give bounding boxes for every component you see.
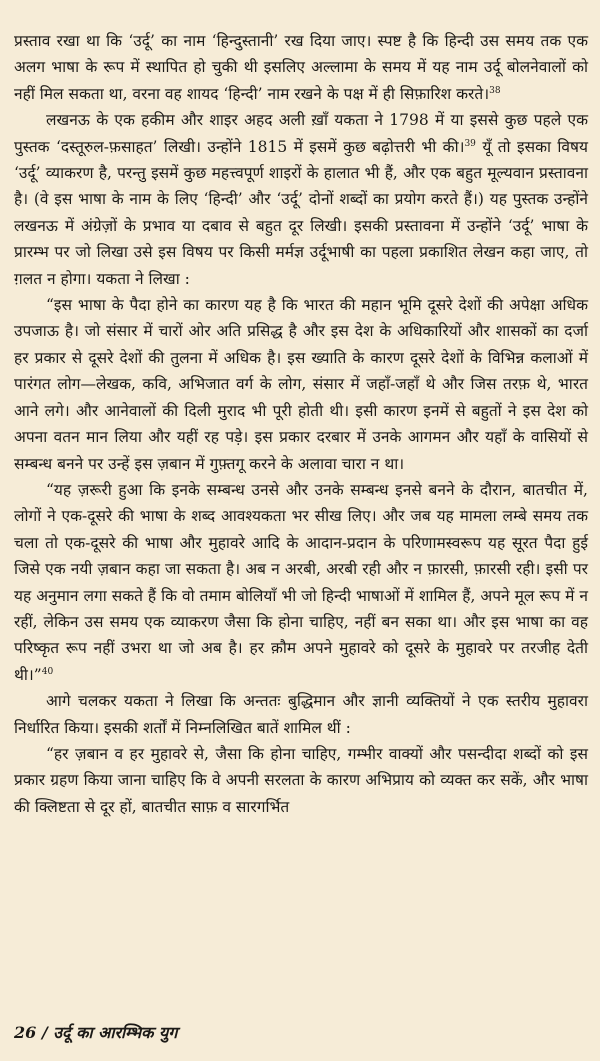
quote-paragraph-3 <box>14 741 588 820</box>
paragraph-text: लखनऊ के एक हकीम और शाइर अहद अली ख़ाँ यकता ने 1798 में या इससे कुछ पहले एक पुस्तक ‘दस्तूरुल-फ़साहत’ लिखी। उन्होंने 1815 में इसमें कुछ बढ़ोत्तरी भी की। <box>14 111 588 156</box>
paragraph-text-continued: यूँ तो इसका विषय ‘उर्दू’ व्याकरण है, परन्तु इसमें कुछ महत्त्वपूर्ण शाइरों के हालात भी हैं, और एक बहुत मूल्यवान प्रस्तावना है। (वे इस भाषा के नाम के लिए ‘हिन्दी’ और ‘उर्दू’ दोनों शब्दों का प्रयोग करते हैं।) यह पुस्तक उन्होंने लखनऊ में अंग्रेज़ों के प्रभाव या दबाव से बहुत दूर लिखी। इसकी प्रस्तावना में उन्होंने ‘उर्दू’ भाषा के प्रारम्भ पर जो लिखा उसे इस विषय पर किसी मर्मज्ञ उर्दूभाषी का पहला प्रकाशित लेखन कहा जाए, तो ग़लत न होगा। यकता ने लिखा : <box>14 137 588 288</box>
quote-paragraph-1 <box>14 292 588 477</box>
paragraph-2 <box>14 107 588 292</box>
running-title: उर्दू का आरम्भिक युग <box>53 1023 178 1042</box>
paragraph-text: “इस भाषा के पैदा होने का कारण यह है कि भारत की महान भूमि दूसरे देशों की अपेक्षा अधिक उपजाऊ है। जो संसार में चारों ओर अति प्रसिद्ध है और इस देश के अधिकारियों और शासकों का दर्जा हर प्रकार से दूसरे देशों की तुलना में अधिक है। इस ख्याति के कारण दूसरे देशों के विभिन्न कलाओं में पारंगत लोग—लेखक, कवि, अभिजात वर्ग के लोग, संसार में जहाँ-जहाँ थे और जिस तरफ़ थे, भारत आने लगे। और आनेवालों की दिली मुराद भी पूरी होती थी। इसी कारण इनमें से बहुतों ने इस देश को अपना वतन मान लिया और यहीं रह पड़े। इस प्रकार दरबार में उनके आगमन और यहाँ के वासियों से सम्बन्ध बनने पर उन्हें इस ज़बान में गुफ़्तगू करने के अलावा चारा न था। <box>14 296 588 473</box>
paragraph-1 <box>14 28 588 107</box>
footnote-ref: 39 <box>464 138 476 149</box>
footnote-ref: 40 <box>41 666 54 677</box>
paragraph-text: आगे चलकर यकता ने लिखा कि अन्ततः बुद्धिमान और ज्ञानी व्यक्तियों ने एक स्तरीय मुहावरा निर्धारित किया। इसकी शर्तों में निम्नलिखित बातें शामिल थीं : <box>14 692 588 737</box>
quote-paragraph-2 <box>14 477 588 688</box>
page-footer <box>14 1021 177 1043</box>
paragraph-5 <box>14 688 588 741</box>
page-number: 26 <box>14 1023 37 1042</box>
paragraph-text: “हर ज़बान व हर मुहावरे से, जैसा कि होना चाहिए, गम्भीर वाक्यों और पसन्दीदा शब्दों को इस प्रकार ग्रहण किया जाना चाहिए कि वे अपनी सरलता के कारण अभिप्राय को व्यक्त कर सकें, और भाषा की क्लिष्टता से दूर हों, बातचीत साफ़ व सारगर्भित <box>14 744 588 816</box>
paragraph-text: प्रस्ताव रखा था कि ‘उर्दू’ का नाम ‘हिन्दुस्तानी’ रख दिया जाए। स्पष्ट है कि हिन्दी उस समय तक एक अलग भाषा के रूप में स्थापित हो चुकी थी इसलिए अल्लामा के समय में यह नाम उर्दू बोलनेवालों को नहीं मिल सकता था, वरना वह शायद ‘हिन्दी’ नाम रखने के पक्ष में ही सिफ़ारिश करते। <box>14 32 588 103</box>
paragraph-text: “यह ज़रूरी हुआ कि इनके सम्बन्ध उनसे और उनके सम्बन्ध इनसे बनने के दौरान, बातचीत में, लोगों ने एक-दूसरे की भाषा के शब्द आवश्यकता भर सीख लिए। और जब यह मामला लम्बे समय तक चला तो एक-दूसरे की भाषा और मुहावरे आदि के आदान-प्रदान के परिणामस्वरूप यह सूरत पैदा हुई जिसे एक नयी ज़बान कहा जा सकता है। अब न अरबी, अरबी रही और न फ़ारसी, फ़ारसी रही। इसी पर यह अनुमान लगा सकते हैं कि वो तमाम बोलियाँ भी जो हिन्दी भाषाओं में शामिल हैं, अपने मूल रूप में न रहीं, लेकिन उस समय एक व्याकरण जैसा कि होना चाहिए, नहीं बन सका था। और इस भाषा का वह परिष्कृत रूप नहीं उभरा था जो अब है। हर क़ौम अपने मुहावरे को दूसरे के मुहावरे पर तरजीह देती थी।” <box>14 480 588 684</box>
footnote-ref: 38 <box>489 85 501 96</box>
footer-separator: / <box>36 1023 54 1042</box>
